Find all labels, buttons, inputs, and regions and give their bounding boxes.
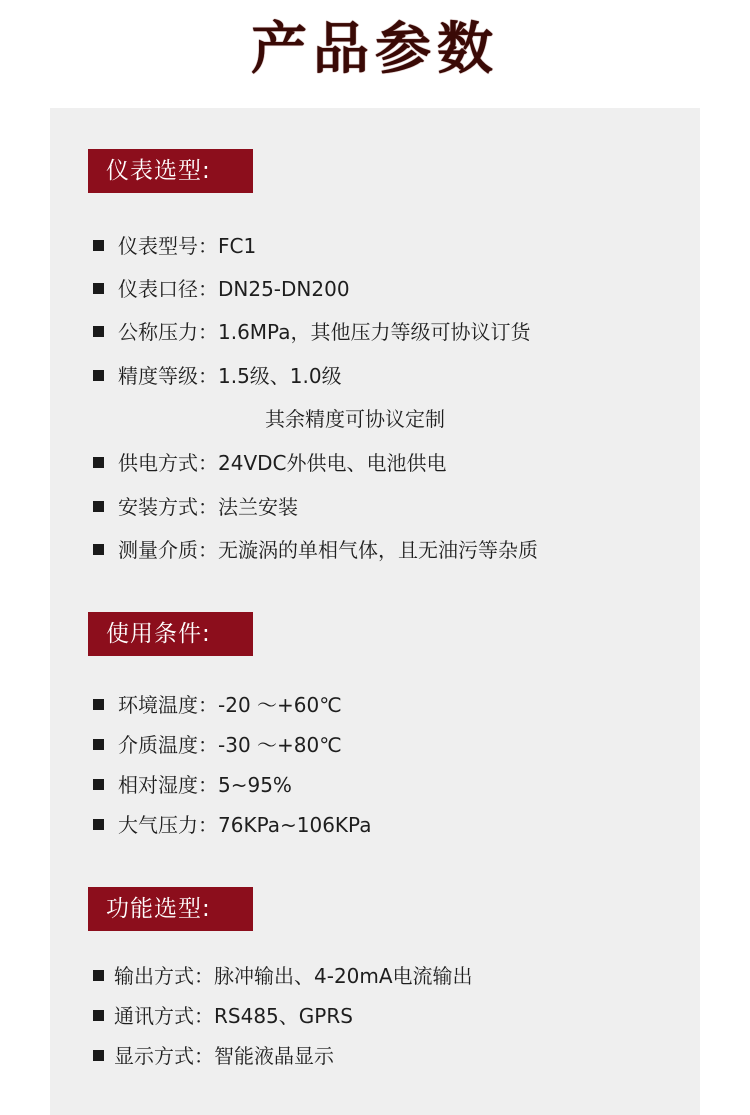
list-item-text: 显示方式：智能液晶显示: [114, 1044, 334, 1068]
square-bullet-icon: [93, 501, 104, 512]
list-item-text: 输出方式：脉冲输出、4-20mA电流输出: [114, 964, 473, 988]
list-item: [93, 448, 447, 478]
accuracy-note: 其余精度可协议定制: [265, 407, 445, 431]
list-item-text: 供电方式：24VDC外供电、电池供电: [118, 451, 447, 475]
list-item-text: 安装方式：法兰安装: [118, 495, 298, 519]
square-bullet-icon: [93, 240, 104, 251]
list-item-text: 仪表口径：DN25-DN200: [118, 277, 350, 301]
square-bullet-icon: [93, 779, 104, 790]
list-item: [93, 770, 292, 800]
page-title: 产品参数: [251, 17, 499, 82]
list-item-text: 通讯方式：RS485、GPRS: [114, 1004, 353, 1028]
list-item: [93, 961, 473, 991]
section-title-instrument-selection: 仪表选型:: [88, 149, 253, 193]
list-item: [93, 690, 342, 720]
list-item-text: 精度等级：1.5级、1.0级: [118, 364, 342, 388]
list-item-text: 测量介质：无漩涡的单相气体，且无油污等杂质: [118, 538, 538, 562]
square-bullet-icon: [93, 326, 104, 337]
list-item: [93, 231, 256, 261]
square-bullet-icon: [93, 819, 104, 830]
list-item: [93, 1001, 353, 1031]
square-bullet-icon: [93, 739, 104, 750]
list-item-text: 相对湿度：5~95%: [118, 773, 292, 797]
list-item-text: 大气压力：76KPa~106KPa: [118, 813, 372, 837]
list-item: [93, 317, 530, 347]
square-bullet-icon: [93, 1010, 104, 1021]
list-item: [93, 810, 371, 840]
square-bullet-icon: [93, 1050, 104, 1061]
square-bullet-icon: [93, 457, 104, 468]
square-bullet-icon: [93, 370, 104, 381]
list-item-text: 公称压力：1.6MPa，其他压力等级可协议订货: [118, 320, 531, 344]
square-bullet-icon: [93, 699, 104, 710]
list-item: [93, 535, 538, 565]
list-item-text: 环境温度：-20 ～+60℃: [118, 693, 342, 717]
section-title-operating-conditions: 使用条件:: [88, 612, 253, 656]
list-item-text: 仪表型号：FC1: [118, 234, 257, 258]
section-title-function-selection: 功能选型:: [88, 887, 253, 931]
list-item: [93, 492, 298, 522]
list-item: [93, 730, 342, 760]
square-bullet-icon: [93, 544, 104, 555]
square-bullet-icon: [93, 283, 104, 294]
list-item: [93, 361, 342, 391]
list-item: [93, 274, 350, 304]
square-bullet-icon: [93, 970, 104, 981]
list-item-text: 介质温度：-30 ～+80℃: [118, 733, 342, 757]
list-item: [93, 1041, 334, 1071]
